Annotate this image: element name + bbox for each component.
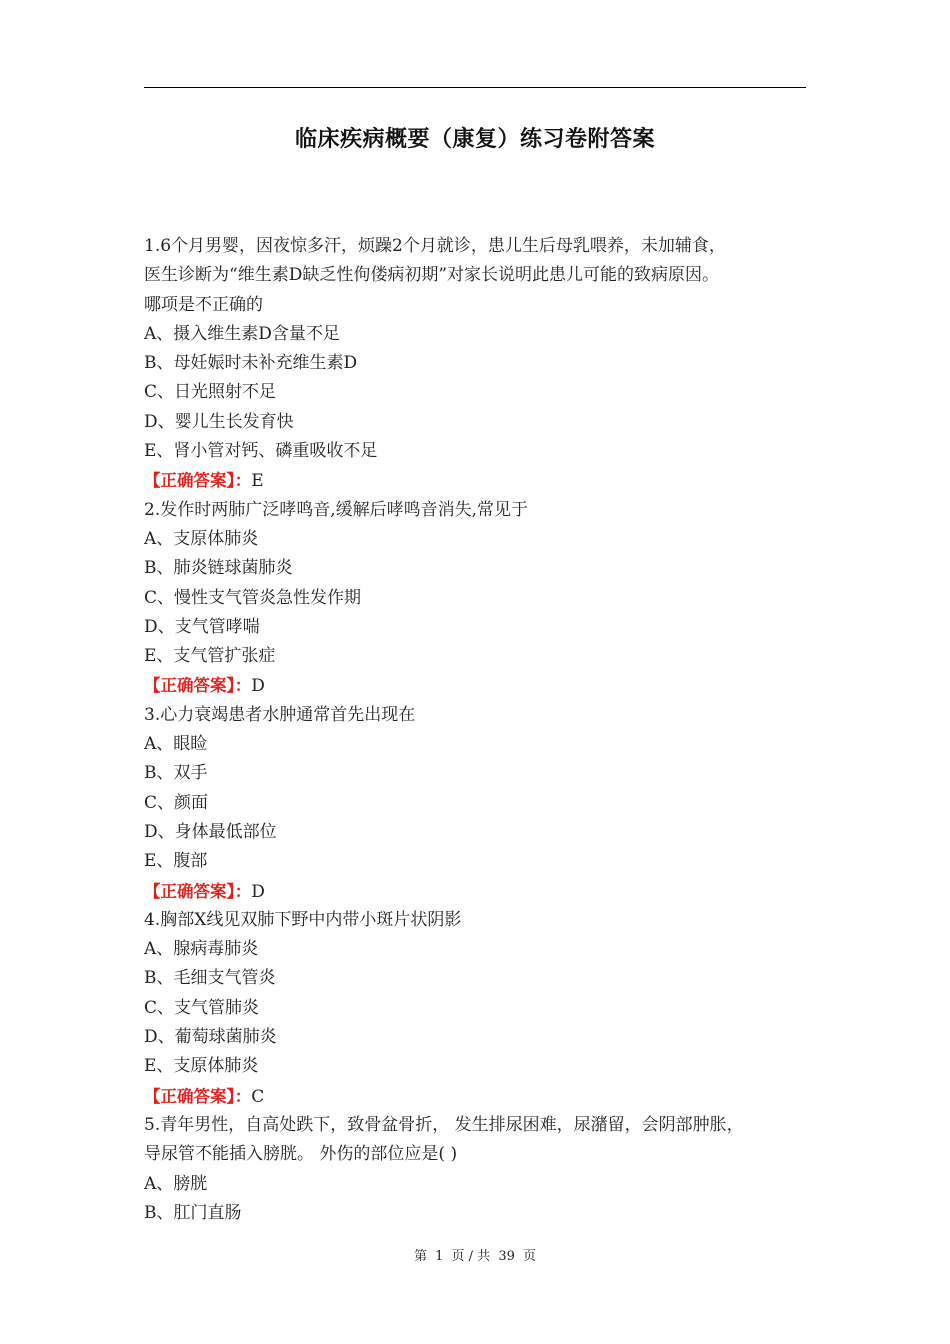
question-stem-line: 导尿管不能插入膀胱。 外伤的部位应是( ) [144, 1144, 458, 1165]
header-rule [144, 87, 806, 88]
answer-option: A、摄入维生素D含量不足 [144, 323, 340, 344]
answer-option: E、肾小管对钙、磷重吸收不足 [144, 441, 378, 462]
footer-prefix: 第 [413, 1249, 427, 1264]
answer-option: B、肛门直肠 [144, 1202, 242, 1223]
answer-option: B、双手 [144, 763, 208, 784]
answer-option: D、婴儿生长发育快 [144, 411, 294, 432]
answer-option: D、葡萄球菌肺炎 [144, 1027, 277, 1048]
question-stem-line: 医生诊断为“维生素D缺乏性佝偻病初期”对家长说明此患儿可能的致病原因。 [144, 265, 720, 286]
footer-suffix: 页 [523, 1249, 537, 1264]
correct-answer-line [144, 1082, 816, 1111]
correct-answer-label: 【正确答案】： [144, 1086, 252, 1106]
question-block [144, 496, 816, 701]
answer-option: A、支原体肺炎 [144, 528, 259, 549]
answer-option: B、母妊娠时未补充维生素D [144, 353, 358, 374]
answer-option: C、支气管肺炎 [144, 997, 260, 1018]
correct-answer-line [144, 466, 816, 495]
answer-option: B、毛细支气管炎 [144, 968, 276, 989]
correct-answer-label: 【正确答案】： [144, 676, 252, 696]
answer-option: C、慢性支气管炎急性发作期 [144, 587, 362, 608]
footer-middle: 页 / 共 [451, 1249, 491, 1264]
question-stem-line: 哪项是不正确的 [144, 294, 263, 315]
question-stem-line: 5.青年男性，自高处跌下，致骨盆骨折， 发生排尿困难，尿潴留，会阴部肿胀， [144, 1114, 744, 1135]
question-block [144, 701, 816, 906]
answer-option: D、身体最低部位 [144, 821, 277, 842]
correct-answer-value: D [251, 881, 265, 902]
correct-answer-line [144, 671, 816, 700]
correct-answer-value: E [251, 471, 264, 492]
correct-answer-value: D [251, 676, 265, 697]
answer-option: E、腹部 [144, 851, 208, 872]
question-stem-line: 4.胸部X线见双肺下野中内带小斑片状阴影 [144, 909, 462, 930]
answer-option: A、眼睑 [144, 734, 208, 755]
footer-total-pages: 39 [498, 1249, 515, 1264]
correct-answer-label: 【正确答案】： [144, 471, 252, 491]
answer-option: B、肺炎链球菌肺炎 [144, 558, 293, 579]
answer-option: D、支气管哮喘 [144, 616, 260, 637]
question-stem-line: 3.心力衰竭患者水肿通常首先出现在 [144, 704, 416, 725]
correct-answer-line [144, 877, 816, 906]
answer-option: E、支原体肺炎 [144, 1056, 259, 1077]
question-block [144, 906, 816, 1111]
correct-answer-value: C [251, 1086, 265, 1107]
answer-option: C、日光照射不足 [144, 382, 277, 403]
page-footer [0, 1245, 950, 1264]
question-block [144, 1111, 816, 1228]
document-title: 临床疾病概要（康复）练习卷附答案 [294, 127, 655, 152]
question-list [144, 232, 816, 1228]
footer-page-number: 1 [435, 1249, 444, 1264]
answer-option: C、颜面 [144, 792, 209, 813]
question-block [144, 232, 816, 496]
correct-answer-label: 【正确答案】： [144, 881, 252, 901]
question-stem-line: 1.6个月男婴，因夜惊多汗，烦躁2个月就诊，患儿生后母乳喂养，未加辅食， [144, 236, 726, 256]
answer-option: E、支气管扩张症 [144, 646, 276, 667]
answer-option: A、膀胱 [144, 1173, 208, 1194]
question-stem-line: 2.发作时两肺广泛哮鸣音,缓解后哮鸣音消失,常见于 [144, 499, 529, 520]
answer-option: A、腺病毒肺炎 [144, 939, 259, 960]
